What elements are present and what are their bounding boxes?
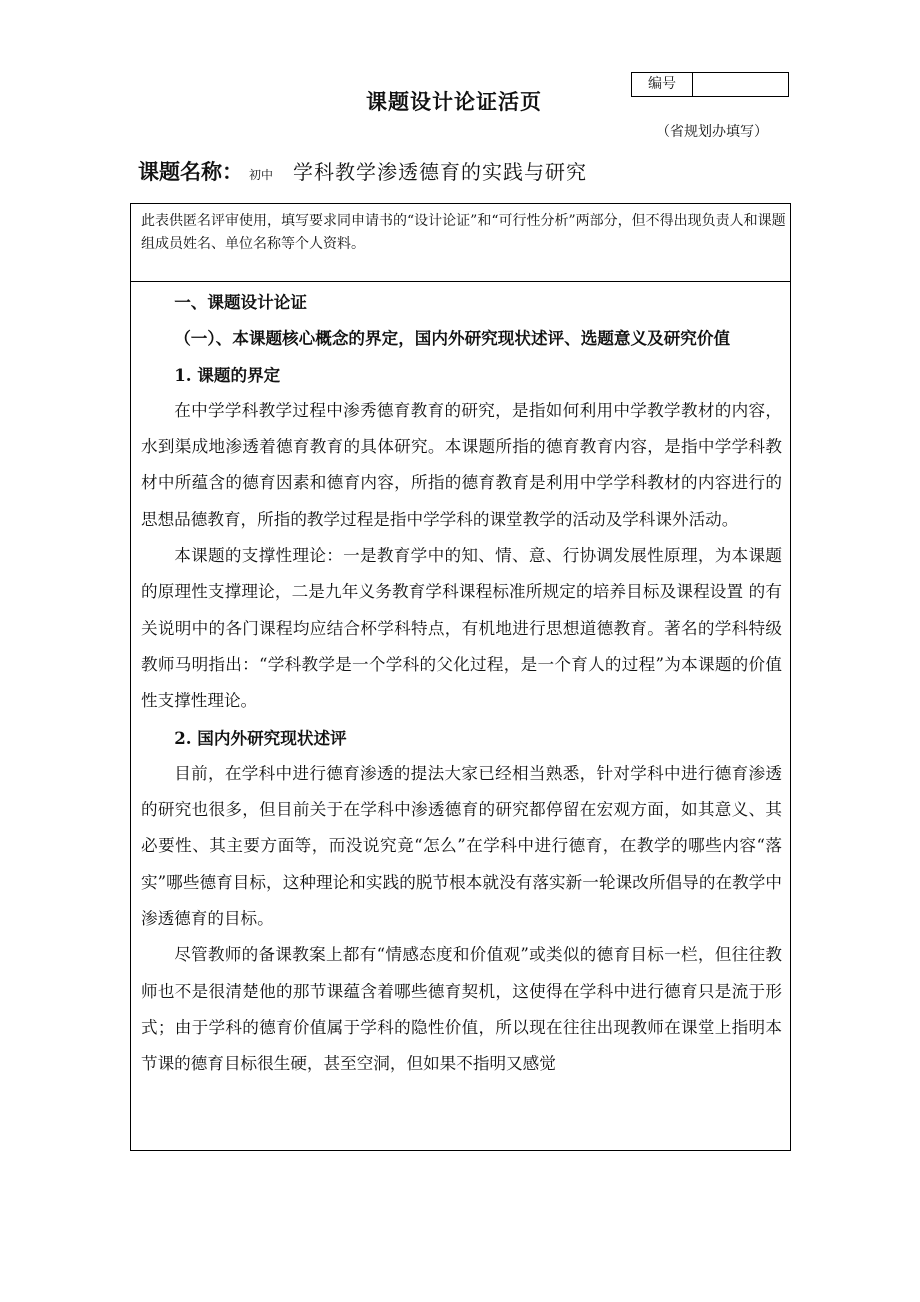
section-heading: 一、课题设计论证	[174, 292, 307, 312]
topic-row	[138, 156, 587, 186]
item-heading-research-status: 2. 国内外研究现状述评	[174, 727, 347, 748]
paragraph: 目前，在学科中进行德育渗透的提法大家已经相当熟悉，针对学科中进行德育渗透的研究也很多，但目前关于在学科中渗透德育的研究都停留在宏观方面，如其意义、其必要性、其主要方面等，而没说究竟“怎么”在学科中进行德育，在教学的哪些内容“落实”哪些德育目标，这种理论和实践的脱节根本就没有落实新一轮课改所倡导的在教学中渗透德育的目标。	[141, 763, 782, 929]
paragraph: 在中学学科教学过程中渗秀德育教育的研究，是指如何利用中学教学教材的内容，水到渠成地渗透着德育教育的具体研究。本课题所指的德育教育内容，是指中学学科教材中所蕴含的德育因素和德育内容，所指的德育教育是利用中学学科教材的内容进行的思想品德教育，所指的教学过程是指中学学科的课堂教学的活动及学科课外活动。	[141, 400, 782, 529]
serial-number-label: 编号	[632, 73, 693, 96]
paragraph: 尽管教师的备课教案上都有“情感态度和价值观”或类似的德育目标一栏，但往往教师也不是很清楚他的那节课蕴含着哪些德育契机，这使得在学科中进行德育只是流于形式；由于学科的德育价值属于学科的隐性价值，所以现在往往出现教师在课堂上指明本节课的德育目标很生硬，甚至空洞，但如果不指明又感觉	[141, 945, 782, 1074]
page-title: 课题设计论证活页	[366, 89, 542, 114]
topic-label: 课题名称：	[138, 159, 243, 184]
notice-box	[130, 203, 791, 282]
subsection-heading: （一）、本课题核心概念的界定，国内外研究现状述评、选题意义及研究价值	[174, 328, 731, 349]
topic-name: 学科教学渗透德育的实践与研究	[293, 160, 588, 184]
topic-level: 初中	[249, 168, 274, 182]
serial-number-box	[631, 72, 789, 97]
content-box	[130, 281, 791, 1151]
fill-note: （省规划办填写）	[656, 124, 768, 140]
serial-number-field[interactable]	[693, 73, 788, 96]
item-heading-definition: 1. 课题的界定	[174, 364, 281, 385]
paragraph: 本课题的支撑性理论：一是教育学中的知、情、意、行协调发展性原理，为本课题的原理性支撑理论，二是九年义务教育学科课程标准所规定的培养目标及课程设置 的有关说明中的各门课程均应结合杯学科特点，有机地进行思想道德教育。著名的学科特级教师马明指出：“学科教学是一个学科的父化过程，是一个育人的过程”为本课题的价值性支撑性理论。	[141, 546, 782, 711]
notice-text: 此表供匿名评审使用，填写要求同申请书的“设计论证”和“可行性分析”两部分，但不得出现负责人和课题组成员姓名、单位名称等个人资料。	[141, 213, 786, 252]
content-body	[131, 282, 790, 1083]
